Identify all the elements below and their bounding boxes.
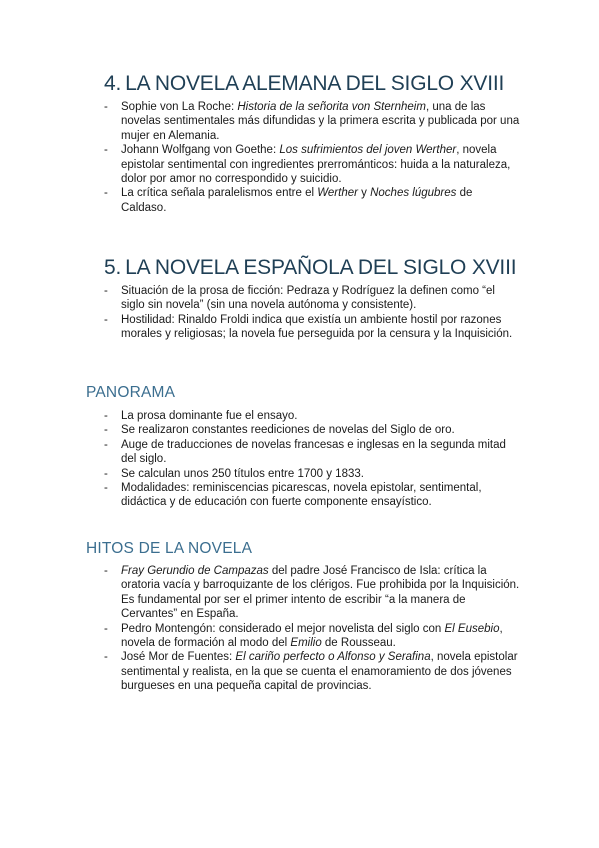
list-item [100, 650, 520, 693]
book-title: El cariño perfecto o Alfonso y Serafina [235, 651, 431, 664]
list-novela-espanola [100, 284, 520, 342]
book-title: Fray Gerundio de Campazas [121, 565, 269, 577]
book-title: Historia de la señorita von Sternheim [237, 101, 426, 113]
book-title: Werther [317, 187, 358, 200]
item-text: de Caldaso. [121, 187, 473, 214]
item-text: , una de las novelas sentimentales más difundidas y la primera escrita y publicada por una mujer en Alemania. [121, 101, 520, 142]
list-item: - Se calculan unos 250 títulos entre 1700 y 1833. [100, 467, 520, 481]
list-item: - Se realizaron constantes reediciones de novelas del Siglo de oro. [100, 423, 520, 437]
list-item: - Modalidades: reminiscencias picarescas, novela epistolar, sentimental, didáctica y de educación con fuerte componente ensayístico. [100, 481, 520, 510]
list-item [100, 143, 520, 186]
item-text: , novela epistolar sentimental con ingredientes prerrománticos: huida a la naturaleza, dolor por amor no correspondido y suicidio. [121, 144, 511, 186]
item-text: Johann Wolfgang von Goethe: [121, 144, 280, 157]
list-item [100, 564, 520, 622]
item-text: , novela epistolar sentimental y realista, en la que se cuenta el enamoramiento de dos jóvenes burgueses en una pequeña capital de provincias. [121, 651, 518, 693]
list-item [100, 622, 520, 651]
list-item: - Auge de traducciones de novelas francesas e inglesas en la segunda mitad del siglo. [100, 438, 520, 467]
list-item: - Situación de la prosa de ficción: Pedraza y Rodríguez la definen como “el siglo sin novela” (sin una novela autónoma y consistente). [100, 284, 520, 313]
book-title: Los sufrimientos del joven Werther [279, 144, 457, 157]
list-item: - Hostilidad: Rinaldo Froldi indica que existía un ambiente hostil por razones morales y religiosas; la novela fue perseguida por la censura y la Inquisición. [100, 313, 520, 342]
list-novela-alemana [100, 100, 520, 215]
heading-panorama: PANORAMA [86, 384, 176, 401]
heading-text: LA NOVELA ALEMANA DEL SIGLO XVIII [125, 72, 505, 95]
item-text: y [357, 187, 371, 200]
item-text: , novela de formación al modo del [121, 622, 503, 650]
item-text: Sophie von La Roche: [121, 101, 238, 113]
list-item: - La prosa dominante fue el ensayo. [100, 409, 520, 423]
book-title: Noches lúgubres [370, 187, 457, 200]
heading-text: LA NOVELA ESPAÑOLA DEL SIGLO XVIII [125, 256, 517, 279]
list-item [100, 186, 520, 215]
heading-number: 4. [104, 72, 122, 95]
heading-number: 5. [104, 256, 122, 279]
book-title: El Eusebio [444, 622, 500, 635]
heading-novela-espanola [104, 256, 516, 280]
heading-novela-alemana [104, 72, 504, 96]
list-hitos [100, 564, 520, 694]
item-text: de Rousseau. [321, 637, 396, 650]
book-title: Emilio [290, 637, 322, 650]
item-text: La crítica señala paralelismos entre el [121, 187, 318, 200]
list-panorama [100, 409, 520, 510]
item-text: José Mor de Fuentes: [121, 651, 236, 664]
item-text: del padre José Francisco de Isla: crítica la oratoria vacía y barroquizante de los clérigos. Fue prohibida por la Inquisición. Es fundamental por ser el primer intento de escribir “a la manera de Cervantes” en España. [121, 565, 520, 621]
heading-hitos: HITOS DE LA NOVELA [86, 540, 253, 557]
list-item [100, 100, 520, 143]
item-text: Pedro Montengón: considerado el mejor novelista del siglo con [121, 622, 445, 635]
